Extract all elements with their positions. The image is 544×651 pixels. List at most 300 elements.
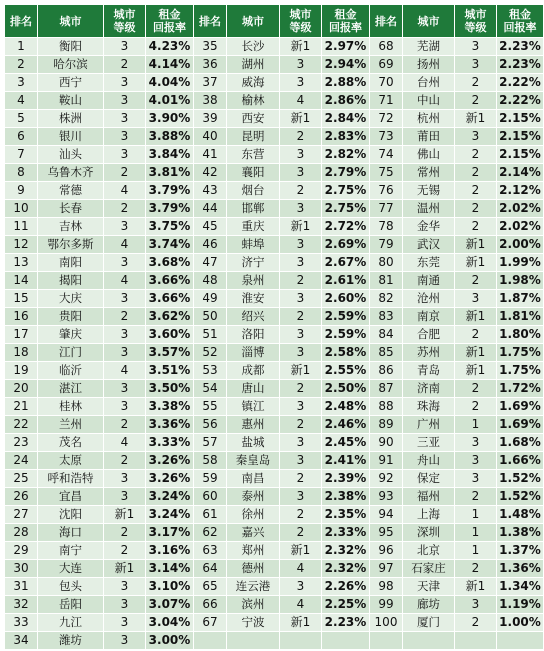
cell-rate: 3.81%	[146, 164, 194, 182]
header-rank: 排名	[370, 5, 403, 38]
cell-tier: 3	[280, 200, 322, 218]
cell-rank: 84	[370, 326, 403, 344]
cell-rank: 92	[370, 470, 403, 488]
cell-rank: 28	[5, 524, 38, 542]
cell-rank: 29	[5, 542, 38, 560]
cell-rank: 70	[370, 74, 403, 92]
cell-city: 鄂尔多斯	[38, 236, 104, 254]
cell-rank: 63	[194, 542, 227, 560]
table-row	[5, 542, 544, 560]
cell-tier: 3	[280, 146, 322, 164]
cell-rate: 3.84%	[146, 146, 194, 164]
cell-tier: 新1	[104, 506, 146, 524]
cell-tier: 新1	[455, 344, 497, 362]
cell-tier: 3	[280, 236, 322, 254]
cell-rank: 16	[5, 308, 38, 326]
cell-tier: 3	[280, 164, 322, 182]
cell-rate: 2.75%	[322, 200, 370, 218]
cell-tier: 1	[455, 416, 497, 434]
cell-tier: 3	[280, 56, 322, 74]
table-row	[5, 470, 544, 488]
cell-city: 秦皇岛	[227, 452, 280, 470]
cell-tier: 2	[455, 182, 497, 200]
cell-rank: 95	[370, 524, 403, 542]
table-body	[5, 38, 544, 650]
cell-rate: 2.61%	[322, 272, 370, 290]
cell-city: 临沂	[38, 362, 104, 380]
cell-rate: 3.26%	[146, 470, 194, 488]
cell-city: 天津	[403, 578, 455, 596]
cell-rate: 2.15%	[497, 128, 544, 146]
cell-city: 大连	[38, 560, 104, 578]
cell-tier: 3	[455, 434, 497, 452]
cell-city: 惠州	[227, 416, 280, 434]
cell-rate: 2.23%	[322, 614, 370, 632]
cell-rate: 3.75%	[146, 218, 194, 236]
cell-city: 榆林	[227, 92, 280, 110]
cell-city: 东莞	[403, 254, 455, 272]
cell-rank: 75	[370, 164, 403, 182]
header-rank: 排名	[5, 5, 38, 38]
cell-rate: 2.79%	[322, 164, 370, 182]
cell-rate: 2.97%	[322, 38, 370, 56]
cell-rate: 2.33%	[322, 524, 370, 542]
cell-rate: 4.01%	[146, 92, 194, 110]
cell-tier: 3	[280, 398, 322, 416]
cell-rank: 5	[5, 110, 38, 128]
cell-tier: 2	[455, 560, 497, 578]
cell-city: 海口	[38, 524, 104, 542]
cell-rank: 39	[194, 110, 227, 128]
cell-rank: 4	[5, 92, 38, 110]
cell-tier: 3	[455, 596, 497, 614]
cell-tier: 3	[104, 326, 146, 344]
cell-rank: 65	[194, 578, 227, 596]
cell-rank: 86	[370, 362, 403, 380]
cell-rate: 1.37%	[497, 542, 544, 560]
cell-city: 湖州	[227, 56, 280, 74]
cell-rank: 78	[370, 218, 403, 236]
header-city: 城市	[38, 5, 104, 38]
cell-rank: 71	[370, 92, 403, 110]
table-row	[5, 74, 544, 92]
cell-city: 沧州	[403, 290, 455, 308]
header-rank: 排名	[194, 5, 227, 38]
cell-tier: 新1	[280, 110, 322, 128]
cell-city: 合肥	[403, 326, 455, 344]
cell-rate: 2.67%	[322, 254, 370, 272]
cell-rate: 2.75%	[322, 182, 370, 200]
cell-city: 珠海	[403, 398, 455, 416]
cell-rank: 38	[194, 92, 227, 110]
cell-tier: 新1	[104, 560, 146, 578]
cell-rank: 43	[194, 182, 227, 200]
table-row	[5, 380, 544, 398]
cell-city: 深圳	[403, 524, 455, 542]
cell-rank: 47	[194, 254, 227, 272]
cell-tier: 2	[455, 398, 497, 416]
empty-cell	[280, 632, 322, 650]
cell-rate: 1.69%	[497, 398, 544, 416]
cell-tier: 3	[104, 614, 146, 632]
cell-tier: 新1	[280, 38, 322, 56]
table-row	[5, 488, 544, 506]
cell-rate: 4.23%	[146, 38, 194, 56]
cell-rank: 13	[5, 254, 38, 272]
cell-tier: 2	[280, 272, 322, 290]
cell-rate: 2.84%	[322, 110, 370, 128]
cell-rank: 17	[5, 326, 38, 344]
table-row	[5, 632, 544, 650]
cell-rank: 69	[370, 56, 403, 74]
cell-city: 揭阳	[38, 272, 104, 290]
cell-city: 连云港	[227, 578, 280, 596]
cell-city: 镇江	[227, 398, 280, 416]
cell-rank: 90	[370, 434, 403, 452]
cell-city: 扬州	[403, 56, 455, 74]
cell-rank: 89	[370, 416, 403, 434]
cell-rank: 11	[5, 218, 38, 236]
cell-city: 广州	[403, 416, 455, 434]
cell-tier: 2	[455, 200, 497, 218]
cell-rate: 2.15%	[497, 146, 544, 164]
cell-rank: 9	[5, 182, 38, 200]
cell-tier: 3	[104, 128, 146, 146]
cell-rank: 60	[194, 488, 227, 506]
cell-rank: 93	[370, 488, 403, 506]
cell-tier: 2	[455, 326, 497, 344]
cell-rate: 2.23%	[497, 38, 544, 56]
cell-tier: 新1	[455, 110, 497, 128]
cell-city: 九江	[38, 614, 104, 632]
cell-rate: 3.62%	[146, 308, 194, 326]
cell-rate: 3.50%	[146, 380, 194, 398]
cell-rate: 1.52%	[497, 470, 544, 488]
cell-rank: 72	[370, 110, 403, 128]
cell-rank: 52	[194, 344, 227, 362]
cell-rate: 2.32%	[322, 560, 370, 578]
cell-rank: 56	[194, 416, 227, 434]
cell-tier: 新1	[280, 614, 322, 632]
cell-city: 吉林	[38, 218, 104, 236]
cell-tier: 3	[455, 128, 497, 146]
cell-city: 武汉	[403, 236, 455, 254]
table-row	[5, 200, 544, 218]
cell-rate: 1.81%	[497, 308, 544, 326]
cell-rate: 2.46%	[322, 416, 370, 434]
cell-city: 佛山	[403, 146, 455, 164]
cell-city: 厦门	[403, 614, 455, 632]
cell-city: 淮安	[227, 290, 280, 308]
cell-tier: 2	[280, 506, 322, 524]
cell-city: 宁波	[227, 614, 280, 632]
cell-rate: 3.24%	[146, 506, 194, 524]
cell-rate: 1.00%	[497, 614, 544, 632]
table-row	[5, 164, 544, 182]
cell-city: 舟山	[403, 452, 455, 470]
cell-tier: 2	[455, 272, 497, 290]
cell-city: 杭州	[403, 110, 455, 128]
cell-tier: 3	[455, 38, 497, 56]
cell-city: 青岛	[403, 362, 455, 380]
cell-rank: 88	[370, 398, 403, 416]
cell-rank: 67	[194, 614, 227, 632]
cell-rank: 20	[5, 380, 38, 398]
cell-city: 太原	[38, 452, 104, 470]
cell-rank: 35	[194, 38, 227, 56]
cell-tier: 3	[104, 92, 146, 110]
cell-rank: 15	[5, 290, 38, 308]
cell-rate: 2.35%	[322, 506, 370, 524]
cell-tier: 4	[104, 272, 146, 290]
cell-tier: 3	[104, 596, 146, 614]
cell-tier: 新1	[280, 362, 322, 380]
cell-city: 北京	[403, 542, 455, 560]
cell-city: 芜湖	[403, 38, 455, 56]
cell-rank: 100	[370, 614, 403, 632]
cell-city: 烟台	[227, 182, 280, 200]
cell-rate: 3.36%	[146, 416, 194, 434]
header-rate: 租金 回报率	[322, 5, 370, 38]
table-row	[5, 596, 544, 614]
cell-rank: 3	[5, 74, 38, 92]
cell-rate: 3.51%	[146, 362, 194, 380]
cell-rank: 24	[5, 452, 38, 470]
cell-rank: 34	[5, 632, 38, 650]
cell-rate: 3.33%	[146, 434, 194, 452]
empty-cell	[370, 632, 403, 650]
cell-rate: 2.41%	[322, 452, 370, 470]
cell-city: 三亚	[403, 434, 455, 452]
cell-rank: 81	[370, 272, 403, 290]
cell-rate: 2.25%	[322, 596, 370, 614]
cell-rank: 98	[370, 578, 403, 596]
cell-city: 嘉兴	[227, 524, 280, 542]
cell-rank: 30	[5, 560, 38, 578]
table-row	[5, 182, 544, 200]
cell-rate: 2.45%	[322, 434, 370, 452]
cell-tier: 2	[104, 200, 146, 218]
cell-rate: 1.75%	[497, 362, 544, 380]
cell-city: 南通	[403, 272, 455, 290]
table-row	[5, 92, 544, 110]
cell-rank: 53	[194, 362, 227, 380]
cell-rate: 2.59%	[322, 326, 370, 344]
cell-rank: 10	[5, 200, 38, 218]
table-row	[5, 416, 544, 434]
table-row	[5, 146, 544, 164]
cell-tier: 4	[280, 560, 322, 578]
cell-rate: 1.72%	[497, 380, 544, 398]
cell-tier: 3	[455, 470, 497, 488]
cell-city: 湛江	[38, 380, 104, 398]
cell-rank: 73	[370, 128, 403, 146]
header-row	[5, 5, 544, 38]
cell-tier: 2	[104, 524, 146, 542]
cell-rank: 2	[5, 56, 38, 74]
cell-tier: 3	[104, 344, 146, 362]
cell-tier: 3	[104, 290, 146, 308]
cell-tier: 2	[455, 146, 497, 164]
cell-city: 西宁	[38, 74, 104, 92]
cell-rank: 33	[5, 614, 38, 632]
cell-city: 郑州	[227, 542, 280, 560]
cell-rate: 3.38%	[146, 398, 194, 416]
cell-city: 株洲	[38, 110, 104, 128]
table-row	[5, 272, 544, 290]
cell-rank: 62	[194, 524, 227, 542]
table-row	[5, 110, 544, 128]
cell-rate: 3.66%	[146, 290, 194, 308]
cell-rank: 77	[370, 200, 403, 218]
table-row	[5, 236, 544, 254]
empty-cell	[227, 632, 280, 650]
cell-city: 昆明	[227, 128, 280, 146]
cell-city: 金华	[403, 218, 455, 236]
cell-city: 贵阳	[38, 308, 104, 326]
cell-tier: 2	[104, 416, 146, 434]
cell-city: 包头	[38, 578, 104, 596]
cell-tier: 3	[104, 110, 146, 128]
cell-rank: 42	[194, 164, 227, 182]
cell-rank: 99	[370, 596, 403, 614]
cell-rate: 3.68%	[146, 254, 194, 272]
cell-tier: 2	[104, 452, 146, 470]
table-row	[5, 254, 544, 272]
cell-city: 哈尔滨	[38, 56, 104, 74]
cell-rate: 1.34%	[497, 578, 544, 596]
cell-rank: 48	[194, 272, 227, 290]
cell-rank: 40	[194, 128, 227, 146]
cell-city: 岳阳	[38, 596, 104, 614]
cell-tier: 新1	[455, 236, 497, 254]
cell-city: 沈阳	[38, 506, 104, 524]
cell-city: 南京	[403, 308, 455, 326]
cell-rank: 41	[194, 146, 227, 164]
cell-tier: 3	[455, 290, 497, 308]
cell-rate: 4.14%	[146, 56, 194, 74]
cell-tier: 3	[104, 578, 146, 596]
empty-cell	[403, 632, 455, 650]
cell-rate: 2.02%	[497, 218, 544, 236]
cell-rate: 1.19%	[497, 596, 544, 614]
cell-rank: 76	[370, 182, 403, 200]
cell-tier: 2	[455, 614, 497, 632]
cell-rank: 22	[5, 416, 38, 434]
cell-tier: 2	[280, 380, 322, 398]
cell-tier: 3	[455, 452, 497, 470]
table-row	[5, 362, 544, 380]
cell-city: 江门	[38, 344, 104, 362]
cell-tier: 2	[280, 416, 322, 434]
cell-city: 洛阳	[227, 326, 280, 344]
cell-city: 上海	[403, 506, 455, 524]
rental-yield-table-container	[4, 4, 541, 650]
cell-rank: 26	[5, 488, 38, 506]
cell-rank: 80	[370, 254, 403, 272]
header-rate: 租金 回报率	[146, 5, 194, 38]
cell-rank: 94	[370, 506, 403, 524]
table-row	[5, 290, 544, 308]
cell-rank: 85	[370, 344, 403, 362]
cell-tier: 3	[104, 74, 146, 92]
cell-rank: 51	[194, 326, 227, 344]
cell-rank: 12	[5, 236, 38, 254]
header-tier: 城市 等级	[104, 5, 146, 38]
cell-city: 盐城	[227, 434, 280, 452]
cell-rank: 83	[370, 308, 403, 326]
cell-rank: 57	[194, 434, 227, 452]
cell-tier: 新1	[455, 254, 497, 272]
cell-tier: 3	[104, 380, 146, 398]
cell-city: 乌鲁木齐	[38, 164, 104, 182]
cell-tier: 新1	[455, 578, 497, 596]
cell-rank: 46	[194, 236, 227, 254]
cell-tier: 3	[104, 398, 146, 416]
cell-city: 济南	[403, 380, 455, 398]
cell-tier: 4	[280, 92, 322, 110]
cell-rank: 97	[370, 560, 403, 578]
cell-tier: 2	[104, 56, 146, 74]
cell-city: 唐山	[227, 380, 280, 398]
cell-rate: 2.00%	[497, 236, 544, 254]
cell-tier: 新1	[455, 362, 497, 380]
cell-tier: 2	[455, 218, 497, 236]
cell-rate: 2.69%	[322, 236, 370, 254]
cell-tier: 3	[280, 578, 322, 596]
cell-tier: 4	[280, 596, 322, 614]
cell-city: 宜昌	[38, 488, 104, 506]
cell-city: 西安	[227, 110, 280, 128]
cell-rate: 1.36%	[497, 560, 544, 578]
cell-rate: 2.32%	[322, 542, 370, 560]
table-row	[5, 38, 544, 56]
cell-rate: 3.88%	[146, 128, 194, 146]
cell-tier: 3	[104, 470, 146, 488]
cell-tier: 3	[280, 254, 322, 272]
cell-rank: 59	[194, 470, 227, 488]
cell-rate: 2.02%	[497, 200, 544, 218]
cell-city: 长沙	[227, 38, 280, 56]
cell-tier: 2	[280, 128, 322, 146]
cell-tier: 3	[280, 326, 322, 344]
cell-rank: 32	[5, 596, 38, 614]
cell-city: 淄博	[227, 344, 280, 362]
cell-rank: 6	[5, 128, 38, 146]
cell-rank: 1	[5, 38, 38, 56]
table-row	[5, 452, 544, 470]
cell-city: 桂林	[38, 398, 104, 416]
cell-rate: 3.16%	[146, 542, 194, 560]
cell-rank: 66	[194, 596, 227, 614]
cell-tier: 新1	[280, 542, 322, 560]
cell-rate: 2.88%	[322, 74, 370, 92]
cell-rate: 2.15%	[497, 110, 544, 128]
cell-rank: 36	[194, 56, 227, 74]
header-tier: 城市 等级	[280, 5, 322, 38]
cell-rate: 3.07%	[146, 596, 194, 614]
cell-city: 银川	[38, 128, 104, 146]
cell-tier: 2	[455, 488, 497, 506]
cell-tier: 1	[455, 542, 497, 560]
cell-rate: 2.50%	[322, 380, 370, 398]
cell-tier: 4	[104, 236, 146, 254]
cell-rank: 91	[370, 452, 403, 470]
cell-rate: 3.79%	[146, 182, 194, 200]
cell-rate: 2.26%	[322, 578, 370, 596]
cell-rank: 25	[5, 470, 38, 488]
cell-rate: 2.94%	[322, 56, 370, 74]
